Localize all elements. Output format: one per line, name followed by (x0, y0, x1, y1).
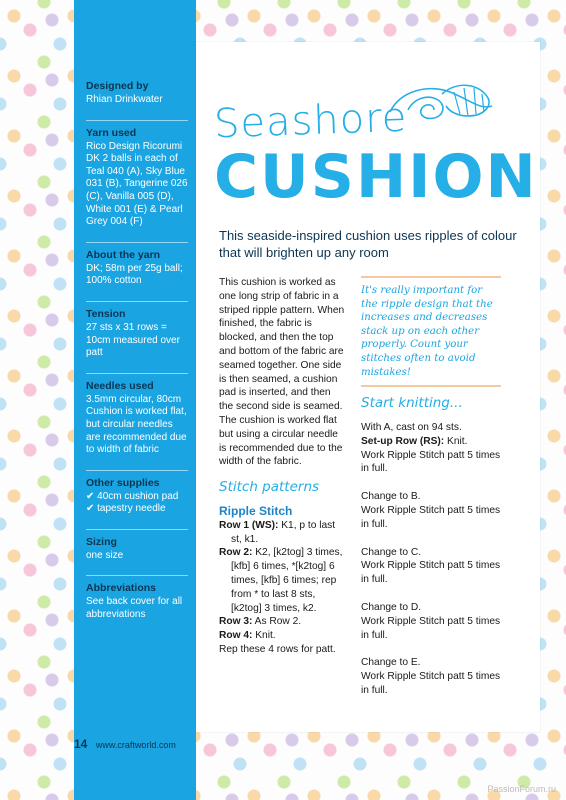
about-yarn-text: DK; 58m per 25g ball; 100% cotton (86, 262, 183, 287)
row-3-text: As Row 2. (252, 616, 302, 628)
start-knitting-heading: Start knitting... (361, 395, 463, 412)
row-3-instruction (219, 615, 347, 629)
designer-name: Rhian Drinkwater (86, 94, 163, 105)
about-yarn-heading: About the yarn (86, 248, 161, 261)
row-2-instruction (219, 546, 347, 615)
divider (86, 242, 188, 243)
about-yarn-section (86, 242, 188, 288)
other-supplies-heading: Other supplies (86, 476, 160, 489)
needles-section (86, 373, 188, 457)
row-1-label: Row 1 (WS): (219, 519, 279, 531)
sidebar (74, 0, 196, 800)
instructions-column-1 (219, 276, 347, 657)
work-pattern-instruction: Work Ripple Stitch patt 5 times in full. (361, 671, 501, 696)
abbreviations-text: See back cover for all abbreviations (86, 596, 183, 621)
setup-row-instruction (361, 435, 501, 449)
yarn-used-section (86, 120, 188, 229)
change-colour-instruction: Change to C. (361, 546, 422, 558)
work-pattern-instruction: Work Ripple Stitch patt 5 times in full. (361, 504, 501, 530)
intro-paragraph: This cushion is worked as one long strip of fabric in a striped ripple pattern. When finished, the fabric is blocked, and then the top and bottom of the fabric are seamed together. One side is then seamed, a cushion pad is inserted, and then the second side is seamed. The cushion is worked flat but using a circular needle is recommended due to the width of the fabric. (219, 277, 345, 468)
other-supplies-section (86, 470, 188, 516)
footer-site-link[interactable]: www.craftworld.com (95, 740, 176, 750)
designed-by-heading: Designed by (86, 80, 149, 92)
work-pattern-instruction: Work Ripple Stitch patt 5 times in full. (361, 560, 501, 586)
setup-row-label: Set-up Row (RS): (361, 435, 445, 447)
work-pattern-instruction: Work Ripple Stitch patt 5 times in full. (361, 449, 501, 475)
ripple-stitch-heading: Ripple Stitch (219, 503, 293, 518)
yarn-used-heading: Yarn used (86, 126, 137, 139)
instructions-column-2 (361, 276, 501, 698)
row-4-instruction (219, 629, 347, 643)
repeat-instruction: Rep these 4 rows for patt. (219, 643, 336, 655)
row-1-instruction (219, 519, 347, 547)
divider (86, 120, 188, 121)
change-colour-instruction: Change to D. (361, 601, 422, 613)
watermark: PassionForum.ru (487, 784, 556, 794)
abbreviations-heading: Abbreviations (86, 582, 157, 595)
row-3-label: Row 3: (219, 616, 253, 628)
row-1-text: K1, p to last st, k1. (231, 519, 336, 545)
designed-by-section (86, 80, 188, 107)
supply-item: ✔ tapestry needle (86, 503, 166, 515)
tension-section (86, 301, 188, 360)
change-colour-instruction: Change to E. (361, 657, 421, 669)
supply-item: ✔ 40cm cushion pad (86, 490, 179, 502)
tip-text: It's really important for the ripple design that the increases and decreases stack up on each other properly. Count your stitches often to avoid mistakes! (361, 285, 493, 378)
sizing-text: one size (86, 549, 124, 561)
sizing-heading: Sizing (86, 535, 117, 548)
setup-row-text: Knit. (444, 435, 468, 447)
row-2-label: Row 2: (219, 547, 253, 559)
abbreviations-section (86, 575, 188, 621)
divider (86, 575, 188, 576)
tension-heading: Tension (86, 307, 126, 320)
tip-box (361, 276, 501, 387)
needles-heading: Needles used (86, 379, 154, 392)
divider (86, 470, 188, 471)
title-line-2: CUSHION (214, 142, 538, 212)
page-footer (74, 737, 176, 751)
title-line-1: Seashore (213, 94, 409, 148)
divider (86, 373, 188, 374)
tension-text: 27 sts x 31 rows = 10cm measured over patt (86, 321, 180, 359)
work-pattern-instruction: Work Ripple Stitch patt 5 times in full. (361, 615, 501, 641)
change-colour-instruction: Change to B. (361, 491, 421, 503)
needles-text: 3.5mm circular, 80cm Cushion is worked flat, but circular needles are recommended due to width of fabric (86, 393, 187, 456)
tip-rule-bottom (361, 385, 501, 387)
yarn-used-text: Rico Design Ricorumi DK 2 balls in each of Teal 040 (A), Sky Blue 031 (B), Tangerine 026 (C), Vanilla 005 (D), White 001 (E) & Pearl Grey 004 (F) (86, 140, 188, 228)
divider (86, 529, 188, 530)
standfirst: This seaside-inspired cushion uses ripples of colour that will brighten up any room (219, 228, 517, 260)
divider (86, 301, 188, 302)
row-2-text: K2, [k2tog] 3 times, [kfb] 6 times, *[k2tog] 6 times, [kfb] 6 times; rep from * to last 8 sts, [k2tog] 3 times, k2. (231, 547, 343, 614)
page-number: 14 (74, 737, 88, 751)
stitch-patterns-heading: Stitch patterns (219, 479, 320, 496)
cast-on-instruction: With A, cast on 94 sts. (361, 421, 462, 433)
sizing-section (86, 529, 188, 563)
tip-rule-top (361, 276, 501, 278)
row-4-text: Knit. (252, 630, 276, 642)
row-4-label: Row 4: (219, 630, 253, 642)
